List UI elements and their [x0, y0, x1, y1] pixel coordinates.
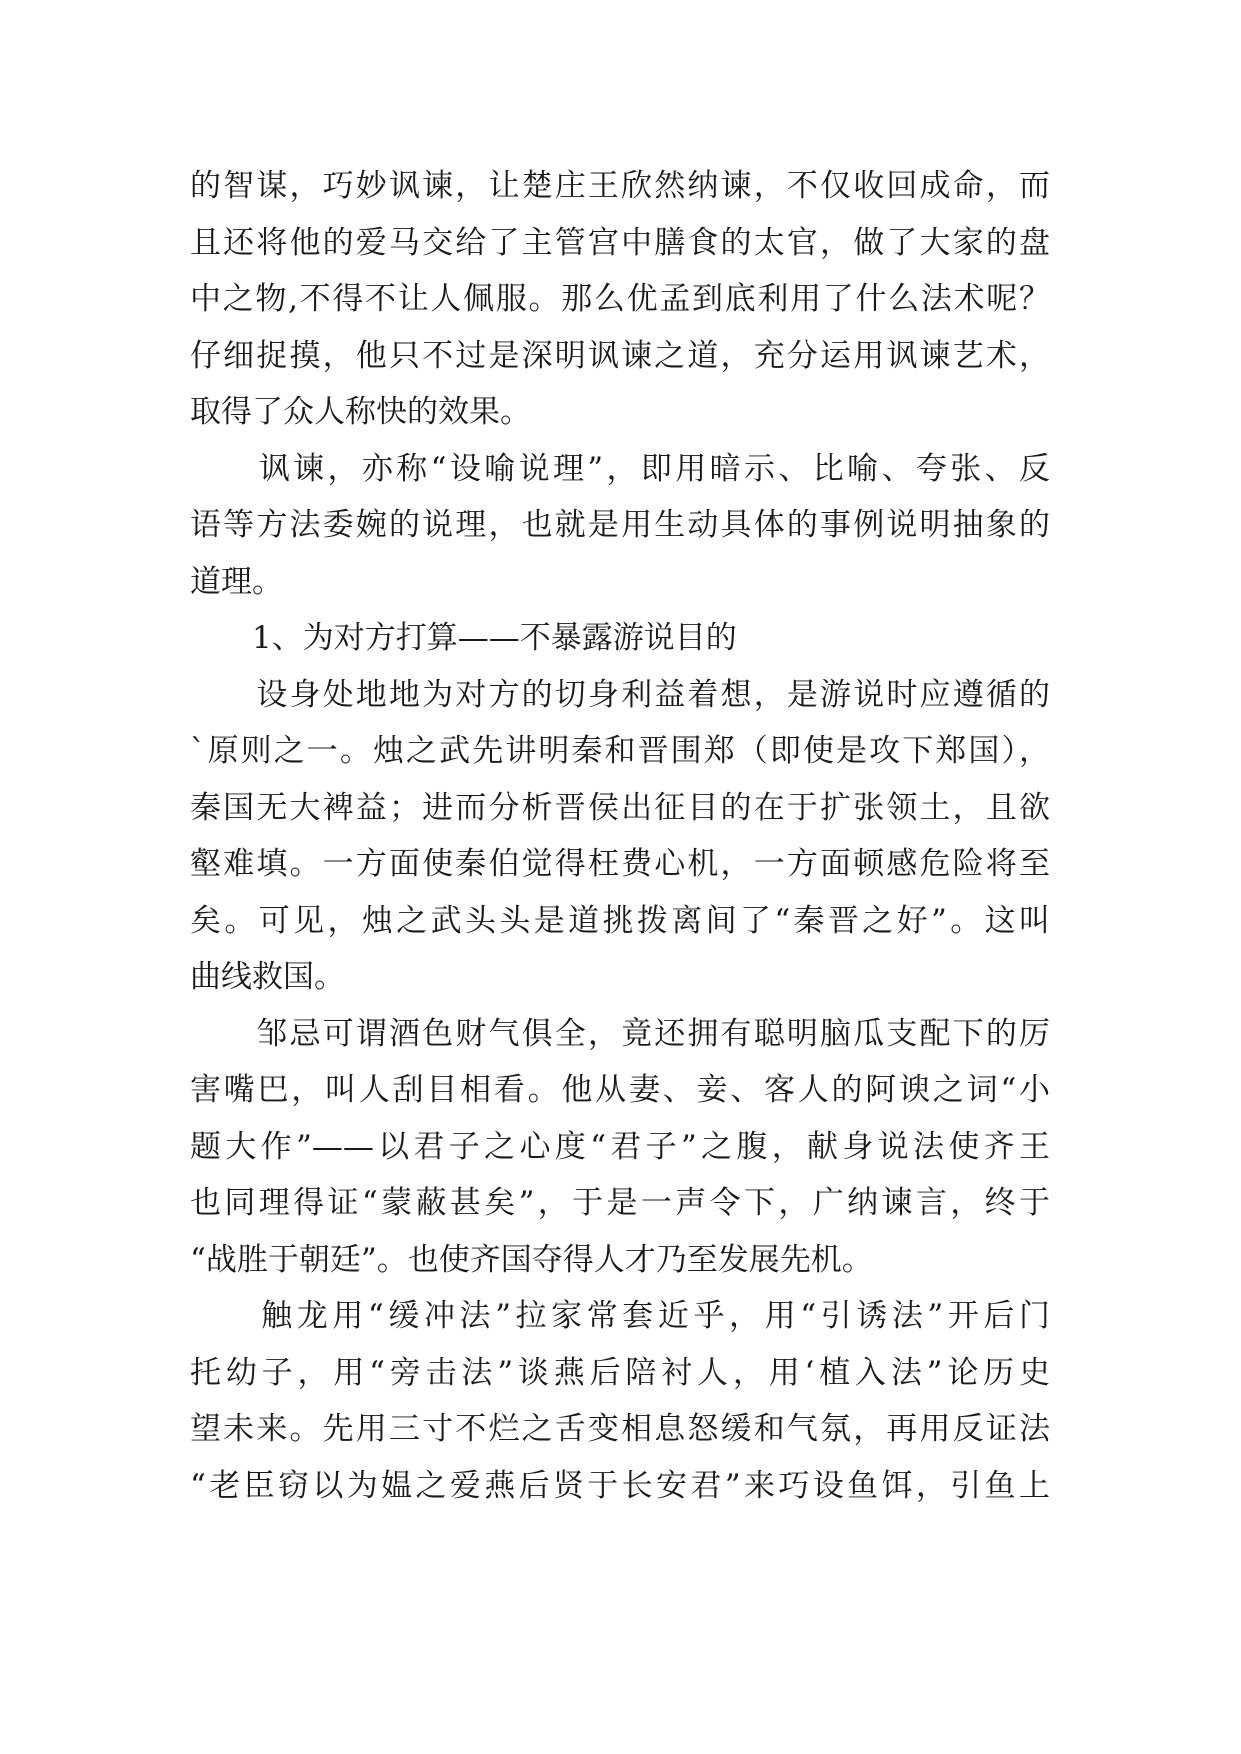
text-line: “老臣窃以为媪之爱燕后贤于长安君”来巧设鱼饵，引鱼上 [190, 1467, 1050, 1504]
text-line: 道理。 [190, 563, 283, 600]
text-line: 触龙用“缓冲法”拉家常套近乎，用“引诱法”开后门 [190, 1298, 1050, 1334]
text-line: 壑难填。一方面使秦伯觉得枉费心机，一方面顿感危险将至 [190, 846, 1050, 882]
text-line: “战胜于朝廷”。也使齐国夺得人才乃至发展先机。 [190, 1241, 873, 1278]
body-text [190, 158, 1050, 1514]
text-line: 设身处地地为对方的切身利益着想，是游说时应遵循的 [190, 676, 1050, 713]
text-line: `原则之一。烛之武先讲明秦和晋围郑（即使是攻下郑国）， [190, 733, 1050, 769]
text-line: 语等方法委婉的说理，也就是用生动具体的事例说明抽象的 [190, 507, 1050, 543]
section-heading: 1、为对方打算——不暴露游说目的 [190, 620, 737, 656]
text-line: 托幼子，用“旁击法”谈燕后陪衬人，用‘植入法”论历史 [190, 1354, 1050, 1391]
text-line: 邹忌可谓酒色财气俱全，竟还拥有聪明脑瓜支配下的厉 [190, 1015, 1050, 1052]
text-line: 也同理得证“蒙蔽甚矣”，于是一声令下，广纳谏言，终于 [190, 1185, 1050, 1221]
text-line: 曲线救国。 [190, 959, 345, 995]
text-line: 矣。可见，烛之武头头是道挑拨离间了“秦晋之好”。这叫 [190, 902, 1050, 939]
text-line: 的智谋，巧妙讽谏，让楚庄王欣然纳谏，不仅收回成命，而 [190, 168, 1050, 204]
text-line: 取得了众人称快的效果。 [190, 394, 531, 430]
text-line: 害嘴巴，叫人刮目相看。他从妻、妾、客人的阿谀之词“小 [190, 1072, 1050, 1108]
text-line: 中之物,不得不让人佩服。那么优孟到底利用了什么法术呢？ [190, 281, 1050, 317]
text-line: 望未来。先用三寸不烂之舌变相息怒缓和气氛，再用反证法 [190, 1411, 1050, 1447]
text-line: 且还将他的爱马交给了主管宫中膳食的太官，做了大家的盘 [190, 224, 1050, 261]
text-line: 题大作”——以君子之心度“君子”之腹，献身说法使齐王 [190, 1128, 1050, 1165]
text-line: 仔细捉摸，他只不过是深明讽谏之道，充分运用讽谏艺术， [190, 337, 1050, 374]
text-line: 秦国无大裨益；进而分析晋侯出征目的在于扩张领土，且欲 [190, 789, 1050, 826]
text-line: 讽谏，亦称“设喻说理”，即用暗示、比喻、夸张、反 [190, 450, 1050, 487]
